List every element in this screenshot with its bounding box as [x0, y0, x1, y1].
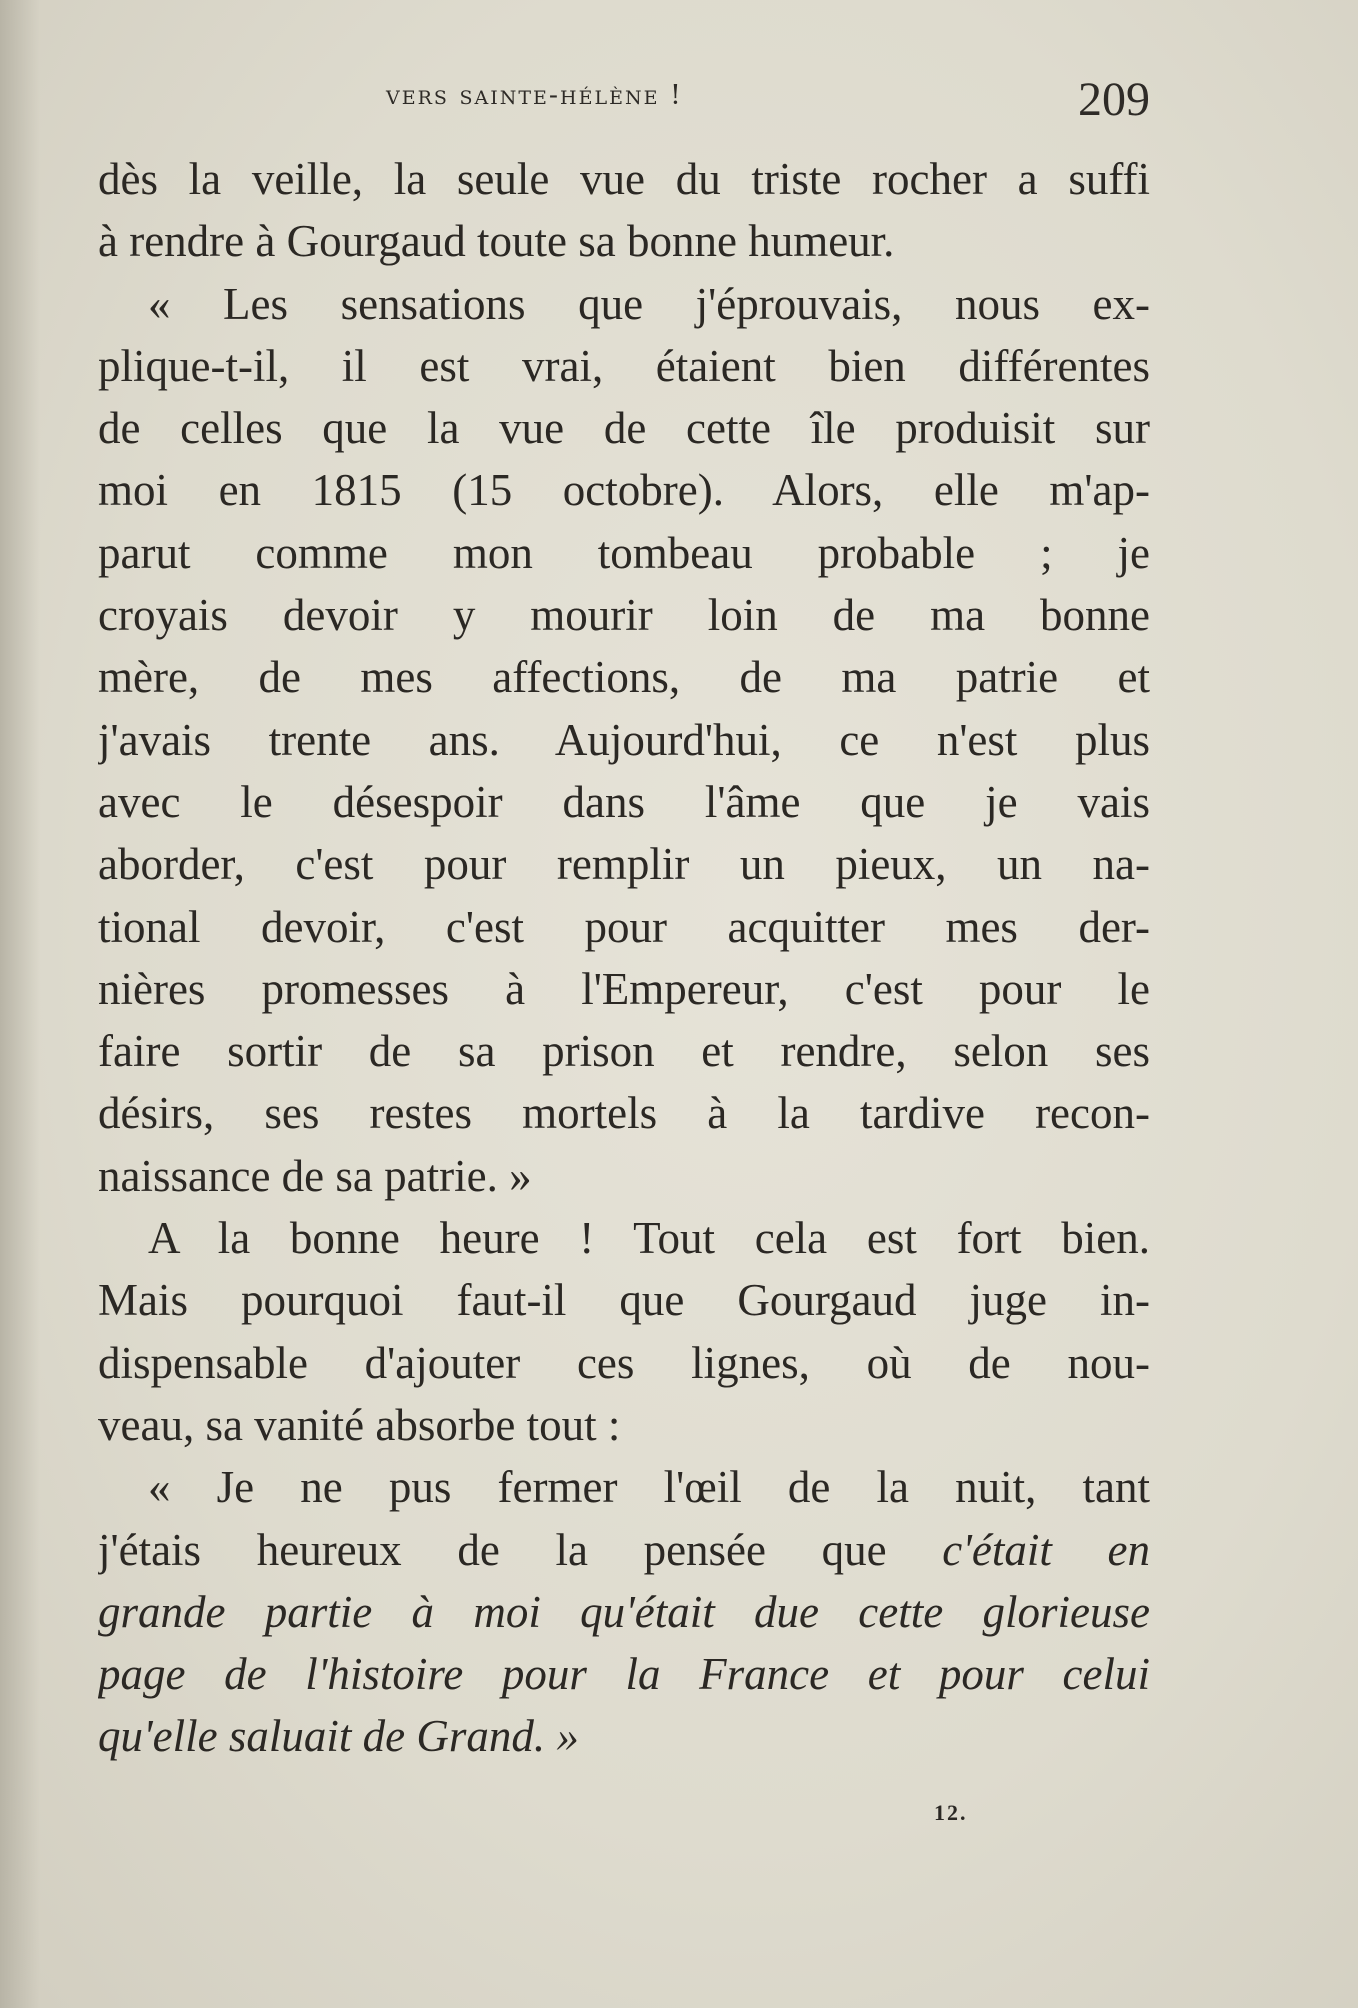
- text-line: naissance de sa patrie. »: [98, 1150, 532, 1201]
- text-line: aborder, c'est pour remplir un pieux, un na-: [98, 839, 1150, 890]
- text-line: de celles que la vue de cette île produisit sur: [98, 403, 1150, 454]
- text-line: croyais devoir y mourir loin de ma bonne: [98, 590, 1150, 641]
- text-segment: j'étais heureux de la pensée que: [98, 1524, 887, 1575]
- text-segment-italic: c'était en: [942, 1524, 1150, 1575]
- text-line: qu'elle saluait de Grand. »: [98, 1711, 579, 1762]
- text-line: A la bonne heure ! Tout cela est fort bien.: [148, 1213, 1150, 1264]
- page-header: [100, 72, 1150, 132]
- text-line: j'avais trente ans. Aujourd'hui, ce n'est plus: [98, 714, 1150, 765]
- text-line: faire sortir de sa prison et rendre, selon ses: [98, 1026, 1150, 1077]
- text-line: grande partie à moi qu'était due cette glorieuse: [98, 1586, 1150, 1637]
- text-line-mixed: [98, 1519, 1150, 1581]
- text-line: Mais pourquoi faut-il que Gourgaud juge in-: [98, 1275, 1150, 1326]
- body-text: [98, 148, 1150, 1768]
- text-line: nières promesses à l'Empereur, c'est pour le: [98, 963, 1150, 1014]
- text-line: parut comme mon tombeau probable ; je: [98, 527, 1150, 578]
- text-line: page de l'histoire pour la France et pour celui: [98, 1649, 1150, 1700]
- text-line: dispensable d'ajouter ces lignes, où de nou-: [98, 1337, 1150, 1388]
- text-line: « Je ne pus fermer l'œil de la nuit, tant: [148, 1462, 1150, 1513]
- text-line: dès la veille, la seule vue du triste rocher a suffi: [98, 154, 1150, 204]
- page-gutter-shadow: [0, 0, 40, 2008]
- signature-mark: 12.: [934, 1800, 968, 1825]
- text-line: moi en 1815 (15 octobre). Alors, elle m'ap-: [98, 465, 1150, 516]
- text-line: désirs, ses restes mortels à la tardive recon-: [98, 1088, 1150, 1139]
- text-line: mère, de mes affections, de ma patrie et: [98, 652, 1150, 703]
- text-line: plique-t-il, il est vrai, étaient bien différentes: [98, 340, 1150, 391]
- text-line: tional devoir, c'est pour acquitter mes der-: [98, 901, 1150, 952]
- text-line: « Les sensations que j'éprouvais, nous ex-: [148, 278, 1150, 329]
- text-line: à rendre à Gourgaud toute sa bonne humeur.: [98, 216, 895, 267]
- running-title: vers sainte-hélène !: [386, 80, 683, 111]
- text-line: veau, sa vanité absorbe tout :: [98, 1399, 621, 1450]
- text-line: avec le désespoir dans l'âme que je vais: [98, 776, 1150, 827]
- page-number: 209: [1078, 73, 1150, 126]
